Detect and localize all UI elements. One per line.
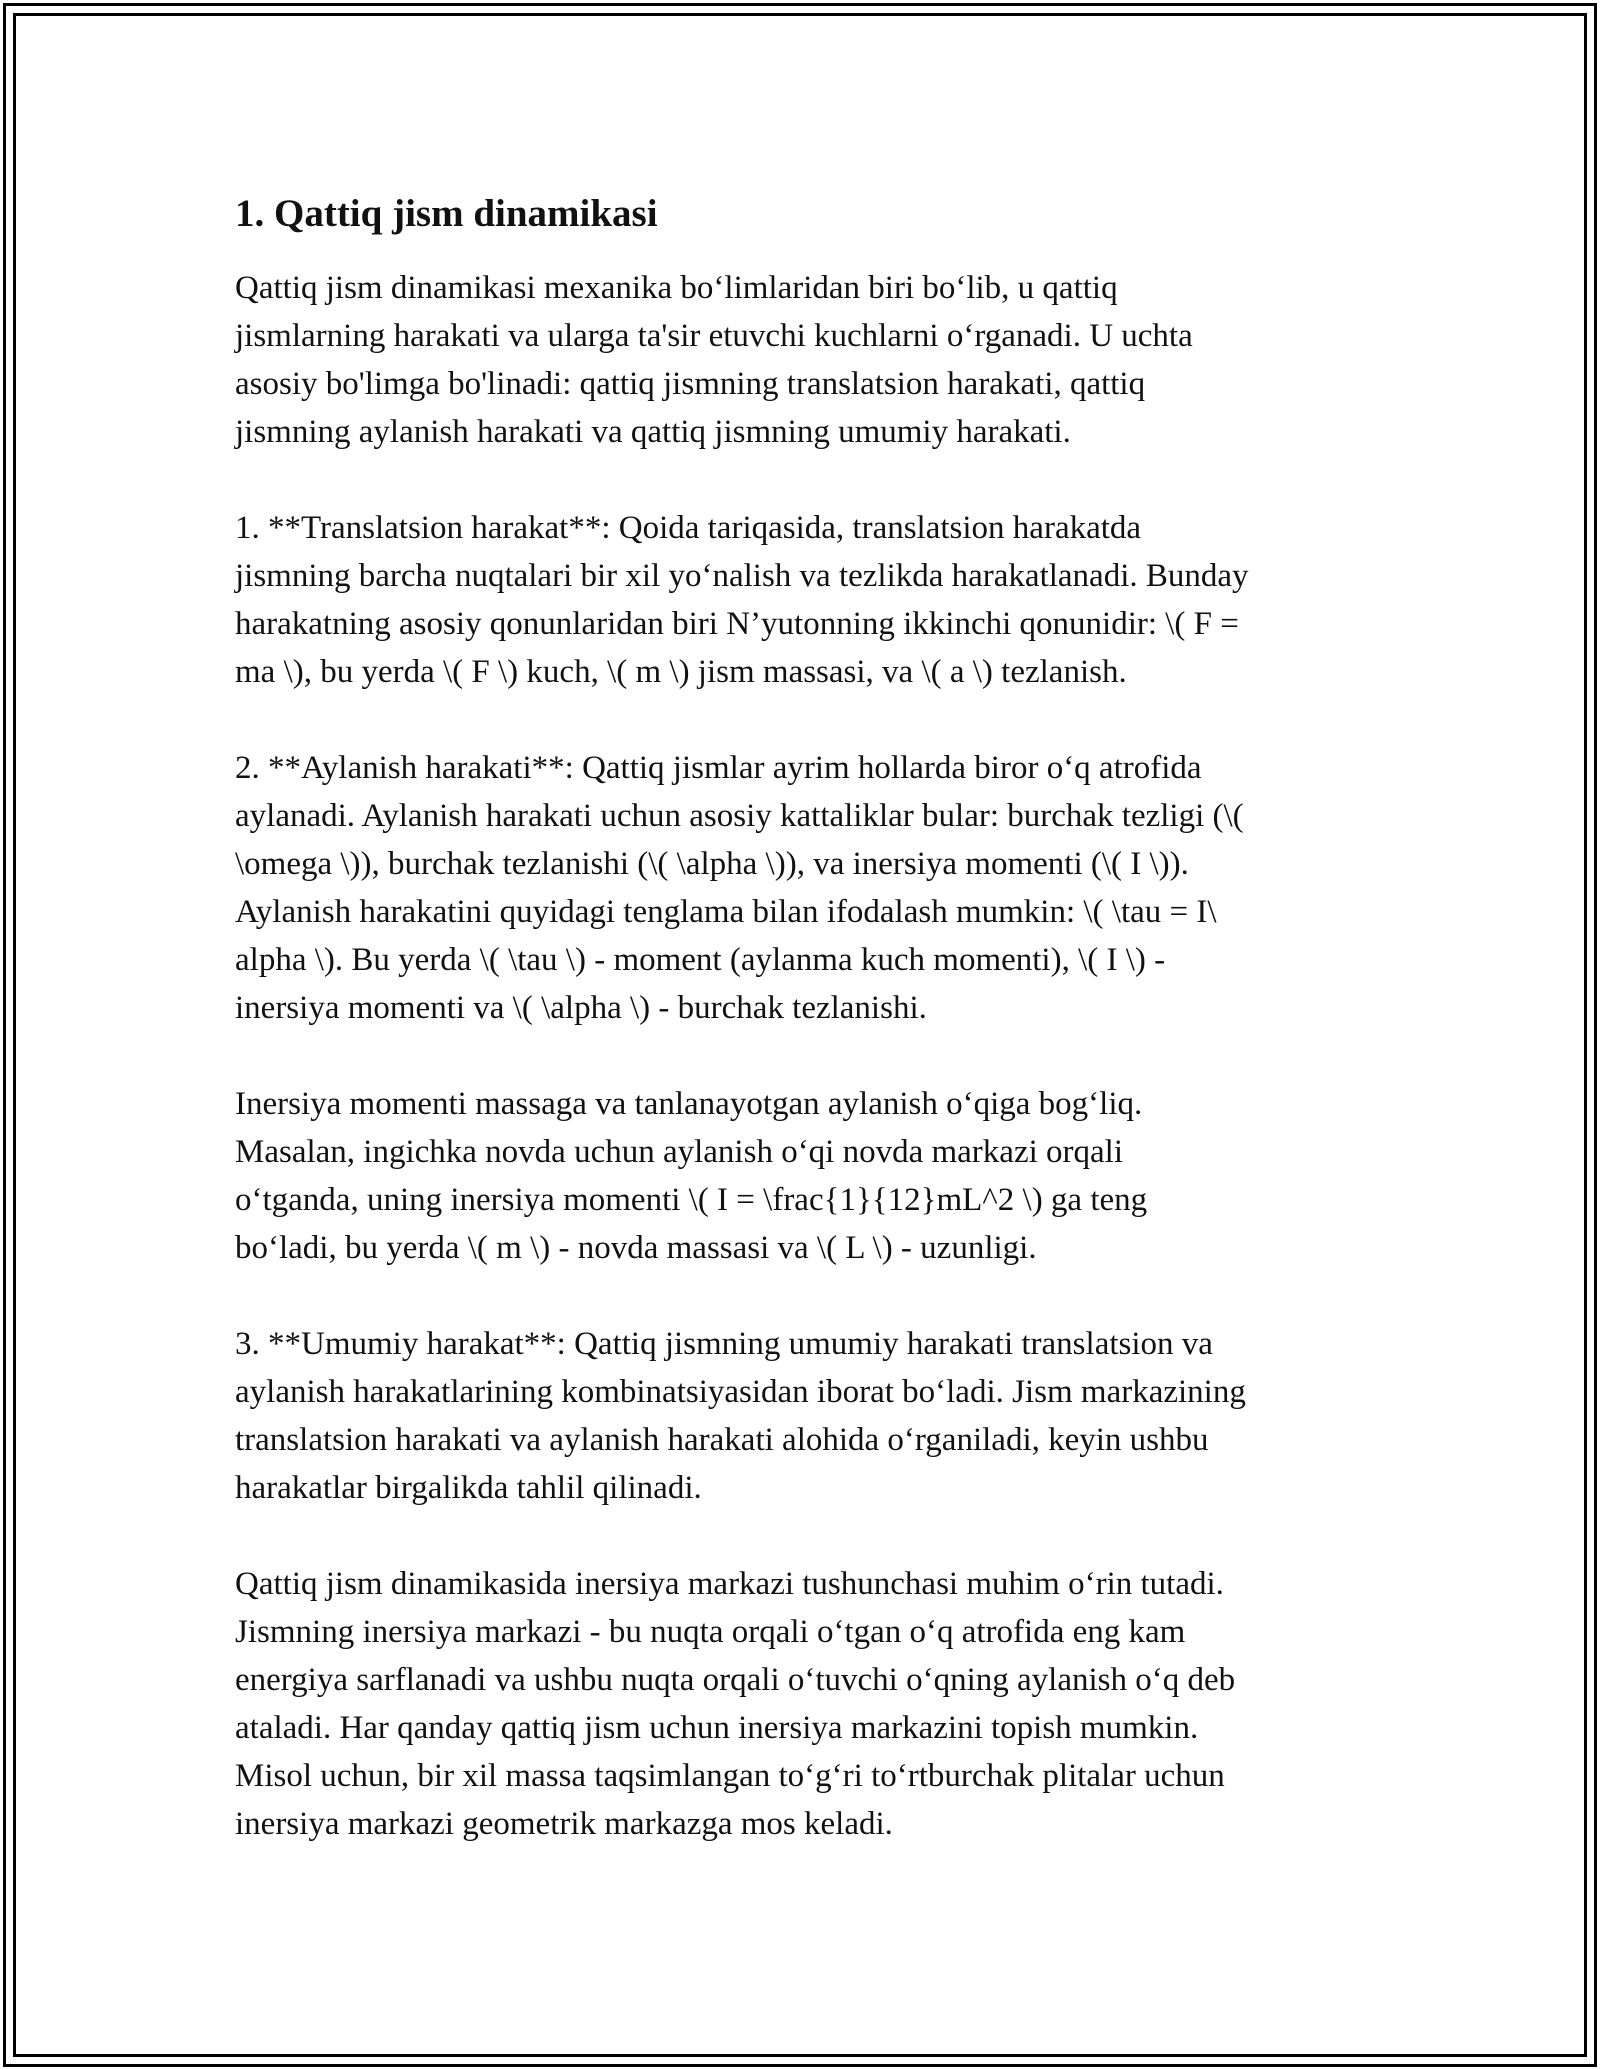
text-line: translatsion harakati va aylanish harakati alohida o‘rganiladi, keyin ushbu	[235, 1422, 1209, 1458]
text-line: asosiy bo'limga bo'linadi: qattiq jismning translatsion harakati, qattiq	[235, 366, 1146, 402]
paragraph-translational	[235, 504, 1375, 696]
text-line: Misol uchun, bir xil massa taqsimlangan to‘g‘ri to‘rtburchak plitalar uchun	[235, 1758, 1225, 1794]
text-line: Jismning inersiya markazi - bu nuqta orqali o‘tgan o‘q atrofida eng kam	[235, 1614, 1186, 1650]
text-line: ma \), bu yerda \( F \) kuch, \( m \) jism massasi, va \( a \) tezlanish.	[235, 654, 1127, 690]
text-line: jismning aylanish harakati va qattiq jismning umumiy harakati.	[235, 414, 1071, 450]
text-line: o‘tganda, uning inersiya momenti \( I = \frac{1}{12}mL^2 \) ga teng	[235, 1182, 1148, 1218]
text-line: inersiya markazi geometrik markazga mos keladi.	[235, 1806, 893, 1842]
text-line: harakatning asosiy qonunlaridan biri N’yutonning ikkinchi qonunidir: \( F =	[235, 606, 1239, 642]
text-line: Aylanish harakatini quyidagi tenglama bilan ifodalash mumkin: \( \tau = I\	[235, 894, 1217, 930]
text-line: jismlarning harakati va ularga ta'sir etuvchi kuchlarni o‘rganadi. U uchta	[235, 318, 1193, 354]
text-line: Qattiq jism dinamikasi mexanika bo‘limlaridan biri bo‘lib, u qattiq	[235, 270, 1118, 306]
paragraph-rotational	[235, 744, 1375, 1032]
text-line: Qattiq jism dinamikasida inersiya markazi tushunchasi muhim o‘rin tutadi.	[235, 1566, 1224, 1602]
text-line: Masalan, ingichka novda uchun aylanish o‘qi novda markazi orqali	[235, 1134, 1123, 1170]
text-line: 2. **Aylanish harakati**: Qattiq jismlar ayrim hollarda biror o‘q atrofida	[235, 750, 1202, 786]
text-line: inersiya momenti va \( \alpha \) - burchak tezlanishi.	[235, 990, 927, 1026]
text-line: bo‘ladi, bu yerda \( m \) - novda massasi va \( L \) - uzunligi.	[235, 1230, 1037, 1266]
text-line: \omega \)), burchak tezlanishi (\( \alpha \)), va inersiya momenti (\( I \)).	[235, 846, 1189, 882]
text-line: 3. **Umumiy harakat**: Qattiq jismning umumiy harakati translatsion va	[235, 1326, 1213, 1362]
document-title: 1. Qattiq jism dinamikasi	[235, 192, 658, 235]
paragraph-inertia-center	[235, 1560, 1375, 1848]
text-line: ataladi. Har qanday qattiq jism uchun inersiya markazini topish mumkin.	[235, 1710, 1199, 1746]
document-body	[235, 190, 1375, 1896]
paragraph-inertia-moment	[235, 1080, 1375, 1272]
text-line: alpha \). Bu yerda \( \tau \) - moment (aylanma kuch momenti), \( I \) -	[235, 942, 1166, 978]
text-line: energiya sarflanadi va ushbu nuqta orqali o‘tuvchi o‘qning aylanish o‘q deb	[235, 1662, 1236, 1698]
text-line: 1. **Translatsion harakat**: Qoida tariqasida, translatsion harakatda	[235, 510, 1142, 546]
text-line: aylanish harakatlarining kombinatsiyasidan iborat bo‘ladi. Jism markazining	[235, 1374, 1246, 1410]
paragraph-general-motion	[235, 1320, 1375, 1512]
text-line: aylanadi. Aylanish harakati uchun asosiy kattaliklar bular: burchak tezligi (\(	[235, 798, 1244, 834]
text-line: harakatlar birgalikda tahlil qilinadi.	[235, 1470, 702, 1506]
paragraph-intro	[235, 264, 1375, 456]
text-line: jismning barcha nuqtalari bir xil yo‘nalish va tezlikda harakatlanadi. Bunday	[235, 558, 1249, 594]
text-line: Inersiya momenti massaga va tanlanayotgan aylanish o‘qiga bog‘liq.	[235, 1086, 1143, 1122]
